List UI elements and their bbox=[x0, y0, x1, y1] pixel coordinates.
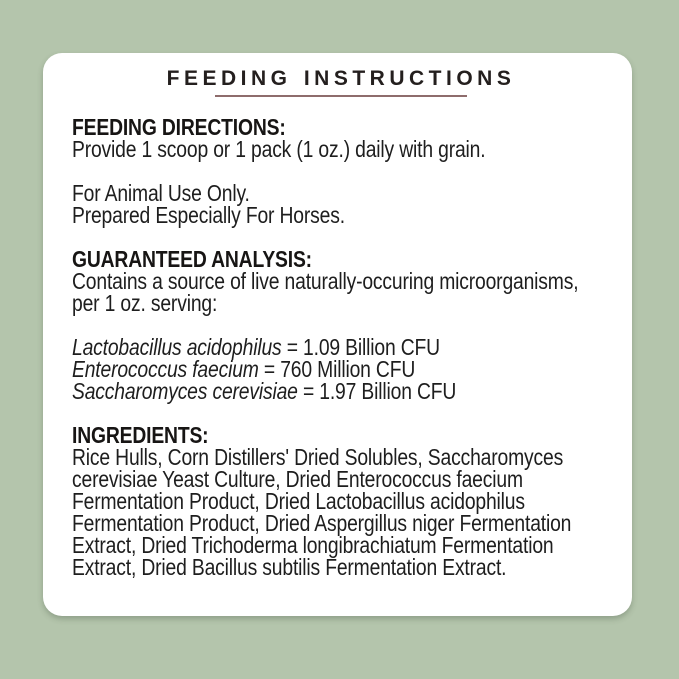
organism-value: = 1.09 Billion CFU bbox=[281, 334, 440, 360]
usage-line-1: For Animal Use Only. bbox=[72, 180, 250, 206]
ingredients-line: Extract, Dried Trichoderma longibrachiatum Fermentation bbox=[72, 532, 554, 558]
title-underline bbox=[215, 95, 467, 97]
section-guaranteed-analysis bbox=[72, 248, 610, 314]
organism-value: = 760 Million CFU bbox=[258, 356, 416, 382]
title-block bbox=[72, 67, 610, 97]
section-feeding-directions bbox=[72, 116, 610, 160]
guaranteed-analysis-heading: GUARANTEED ANALYSIS: bbox=[72, 246, 312, 272]
label-sections bbox=[72, 116, 610, 578]
feeding-instructions-card bbox=[43, 53, 632, 616]
organism-name: Saccharomyces cerevisiae bbox=[72, 378, 298, 404]
section-ingredients bbox=[72, 424, 610, 578]
organism-name: Lactobacillus acidophilus bbox=[72, 334, 282, 360]
feeding-directions-heading: FEEDING DIRECTIONS: bbox=[72, 114, 286, 140]
feeding-directions-text: Provide 1 scoop or 1 pack (1 oz.) daily with grain. bbox=[72, 136, 486, 162]
ingredients-line: Fermentation Product, Dried Aspergillus niger Fermentation bbox=[72, 510, 572, 536]
guaranteed-analysis-text-1: Contains a source of live naturally-occuring microorganisms, bbox=[72, 268, 579, 294]
organism-value: = 1.97 Billion CFU bbox=[297, 378, 457, 404]
organism-line bbox=[72, 358, 524, 380]
page-title: FEEDING INSTRUCTIONS bbox=[166, 67, 516, 90]
ingredients-heading: INGREDIENTS: bbox=[72, 422, 209, 448]
ingredients-line: Rice Hulls, Corn Distillers' Dried Solubles, Saccharomyces bbox=[72, 444, 564, 470]
usage-line-2: Prepared Especially For Horses. bbox=[72, 202, 345, 228]
section-usage bbox=[72, 182, 610, 226]
organism-line bbox=[72, 380, 524, 402]
ingredients-line: Fermentation Product, Dried Lactobacillus acidophilus bbox=[72, 488, 525, 514]
guaranteed-analysis-text-2: per 1 oz. serving: bbox=[72, 290, 218, 316]
ingredients-line: Extract, Dried Bacillus subtilis Fermentation Extract. bbox=[72, 554, 507, 580]
ingredients-line: cerevisiae Yeast Culture, Dried Enterococcus faecium bbox=[72, 466, 523, 492]
organism-line bbox=[72, 336, 524, 358]
section-organism-counts bbox=[72, 336, 610, 402]
organism-name: Enterococcus faecium bbox=[72, 356, 259, 382]
